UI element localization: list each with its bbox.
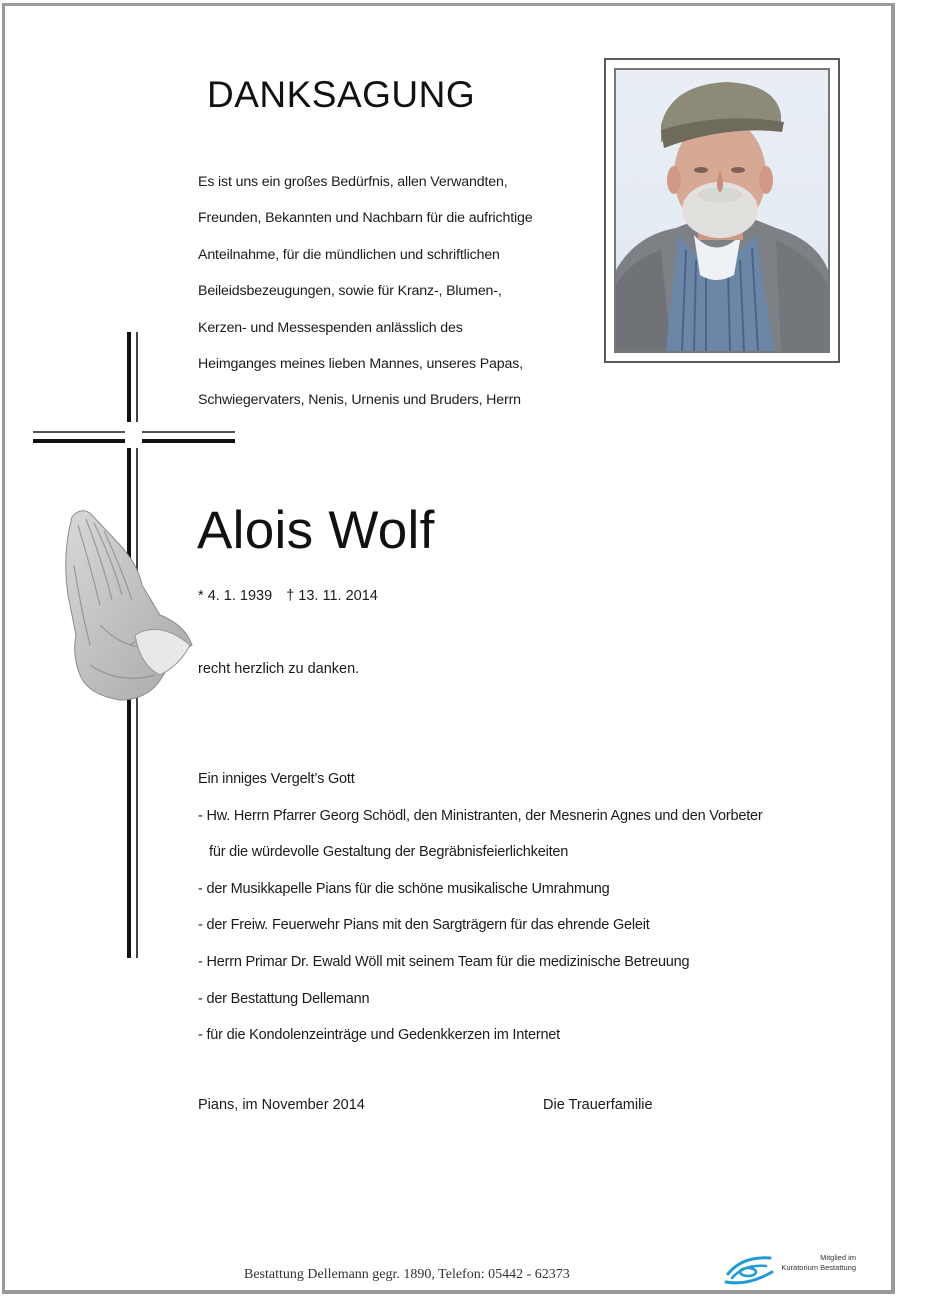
swirl-logo-icon: [722, 1248, 782, 1288]
cross-icon: [136, 332, 138, 422]
list-item: - Hw. Herrn Pfarrer Georg Schödl, den Ministranten, der Mesnerin Agnes und den Vorbeter: [198, 807, 763, 824]
signature: Die Trauerfamilie: [543, 1097, 653, 1113]
thanks-heading: Ein inniges Vergelt’s Gott: [198, 771, 355, 787]
cross-icon: [33, 431, 125, 433]
intro-line: Schwiegervaters, Nenis, Urnenis und Bruders, Herrn: [198, 392, 521, 409]
list-item: - Herrn Primar Dr. Ewald Wöll mit seinem Team für die medizinische Betreuung: [198, 953, 690, 970]
place-date: Pians, im November 2014: [198, 1097, 365, 1113]
portrait-photo: [614, 68, 830, 353]
deceased-name: Alois Wolf: [197, 501, 435, 560]
list-item: - der Bestattung Dellemann: [198, 990, 370, 1007]
list-item: für die würdevolle Gestaltung der Begräbnisfeierlichkeiten: [209, 844, 569, 861]
logo-line1: Mitglied im: [820, 1253, 856, 1262]
portrait-photo-frame: [604, 58, 840, 363]
list-item: - der Freiw. Feuerwehr Pians mit den Sargträgern für das ehrende Geleit: [198, 917, 650, 934]
closing-intro: recht herzlich zu danken.: [198, 661, 360, 677]
thanks-list: [198, 768, 888, 1061]
page-title: DANKSAGUNG: [207, 74, 476, 115]
intro-line: Beileidsbezeugungen, sowie für Kranz-, Blumen-,: [198, 283, 502, 300]
footer-text: Bestattung Dellemann gegr. 1890, Telefon: 05442 - 62373: [244, 1267, 570, 1282]
kuratorium-logo: [722, 1248, 862, 1288]
cross-icon: [33, 439, 125, 443]
logo-line2: Kuratorium Bestattung: [781, 1263, 856, 1272]
intro-line: Freunden, Bekannten und Nachbarn für die aufrichtige: [198, 210, 533, 227]
birth-symbol: *: [198, 588, 204, 604]
cross-icon: [142, 431, 235, 433]
list-item: - für die Kondolenzeinträge und Gedenkkerzen im Internet: [198, 1027, 560, 1044]
cross-icon: [142, 439, 235, 443]
intro-line: Anteilnahme, für die mündlichen und schriftlichen: [198, 246, 500, 263]
intro-line: Kerzen- und Messespenden anlässlich des: [198, 319, 463, 336]
death-date: 13. 11. 2014: [298, 588, 378, 604]
intro-line: Heimganges meines lieben Mannes, unseres Papas,: [198, 355, 523, 372]
praying-hands-icon: [60, 505, 200, 705]
intro-line: Es ist uns ein großes Bedürfnis, allen Verwandten,: [198, 174, 508, 190]
life-dates: [198, 588, 378, 604]
intro-paragraph: [198, 168, 598, 423]
birth-date: 4. 1. 1939: [207, 588, 273, 604]
death-symbol: †: [286, 588, 295, 604]
portrait-image-icon: [616, 70, 828, 351]
cross-icon: [127, 332, 131, 422]
list-item: - der Musikkapelle Pians für die schöne musikalische Umrahmung: [198, 880, 610, 897]
